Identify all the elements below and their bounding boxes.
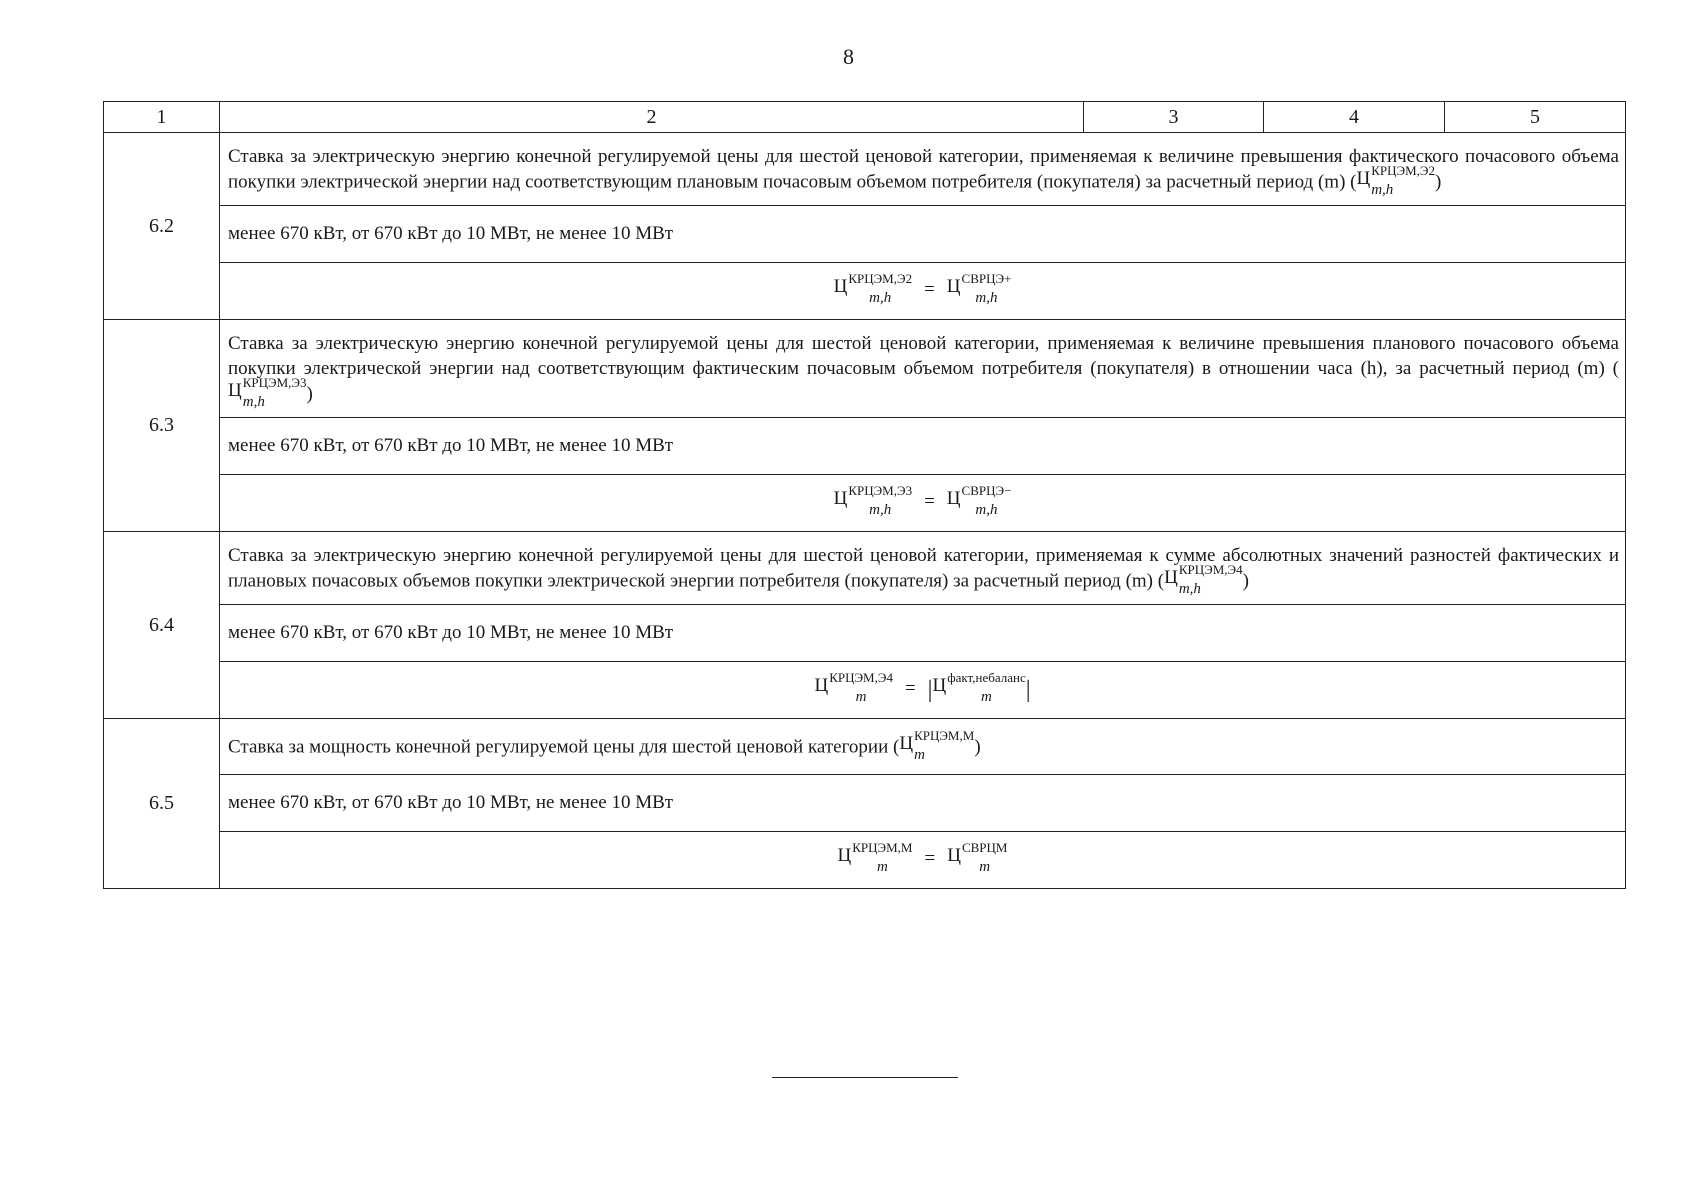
- table-row: [104, 206, 1626, 263]
- footer-divider: [772, 1077, 958, 1078]
- table-row: [104, 605, 1626, 662]
- row-number: 6.4: [104, 532, 220, 719]
- formula: Ц КРЦЭМ,М m = Ц СВРЦМ m: [220, 832, 1626, 889]
- table-row: [104, 832, 1626, 889]
- power-range: менее 670 кВт, от 670 кВт до 10 МВт, не менее 10 МВт: [220, 605, 1626, 662]
- table-row: [104, 719, 1626, 775]
- formula: Ц КРЦЭМ,Э3 m,h = Ц СВРЦЭ− m,h: [220, 475, 1626, 532]
- column-header: 4: [1264, 102, 1445, 133]
- column-header: 2: [220, 102, 1084, 133]
- table-header-row: [104, 102, 1626, 133]
- formula-symbol: Ц КРЦЭМ,Э4 m,h: [1164, 562, 1243, 597]
- table-row: [104, 320, 1626, 418]
- description-text: Ставка за электрическую энергию конечной регулируемой цены для шестой ценовой категории, применяемая к величине превышения планового почасового объема покупки электрической энергии над соответствующим фактическим почасовым объемом потребителя (покупателя) в отношении часа (h), за расчетный период (m) (: [228, 333, 1619, 379]
- description-text: Ставка за мощность конечной регулируемой цены для шестой ценовой категории (: [228, 736, 900, 758]
- description-text: Ставка за электрическую энергию конечной регулируемой цены для шестой ценовой категории, применяемая к сумме абсолютных значений разностей фактических и плановых почасовых объемов покупки электрической энергии потребителя (покупателя) за расчетный период (m) (: [228, 545, 1619, 592]
- formula-symbol: Ц КРЦЭМ,Э3 m,h: [228, 375, 307, 410]
- row-description: Ставка за электрическую энергию конечной регулируемой цены для шестой ценовой категории, применяемая к величине превышения планового почасового объема покупки электрической энергии над соответствующим фактическим почасовым объемом потребителя (покупателя) в отношении часа (h), за расчетный период (m) ( Ц КРЦЭМ,Э3 m,h ): [220, 320, 1626, 418]
- table-row: [104, 263, 1626, 320]
- description-text: Ставка за электрическую энергию конечной регулируемой цены для шестой ценовой категории, применяемая к величине превышения фактического почасового объема покупки электрической энергии над соответствующим плановым почасовым объемом потребителя (покупателя) за расчетный период (m) (: [228, 146, 1619, 193]
- formula: Ц КРЦЭМ,Э2 m,h = Ц СВРЦЭ+ m,h: [220, 263, 1626, 320]
- power-range: менее 670 кВт, от 670 кВт до 10 МВт, не менее 10 МВт: [220, 775, 1626, 832]
- page-number: 8: [843, 44, 854, 69]
- table-row: [104, 532, 1626, 605]
- table-row: [104, 418, 1626, 475]
- table-row: [104, 775, 1626, 832]
- column-header: 1: [104, 102, 220, 133]
- row-description: Ставка за электрическую энергию конечной регулируемой цены для шестой ценовой категории, применяемая к сумме абсолютных значений разностей фактических и плановых почасовых объемов покупки электрической энергии потребителя (покупателя) за расчетный период (m) ( Ц КРЦЭМ,Э4 m,h ): [220, 532, 1626, 605]
- column-header: 3: [1084, 102, 1264, 133]
- formula-symbol: Ц КРЦЭМ,Э2 m,h: [1356, 163, 1435, 198]
- table-row: [104, 475, 1626, 532]
- tariff-table: [103, 101, 1626, 889]
- row-description: Ставка за мощность конечной регулируемой цены для шестой ценовой категории ( Ц КРЦЭМ,М m ): [220, 719, 1626, 775]
- formula: Ц КРЦЭМ,Э4 m = | Ц факт,небаланс m |: [220, 662, 1626, 719]
- row-number: 6.2: [104, 133, 220, 320]
- row-number: 6.3: [104, 320, 220, 532]
- column-header: 5: [1445, 102, 1626, 133]
- row-description: Ставка за электрическую энергию конечной регулируемой цены для шестой ценовой категории, применяемая к величине превышения фактического почасового объема покупки электрической энергии над соответствующим плановым почасовым объемом потребителя (покупателя) за расчетный период (m) ( Ц КРЦЭМ,Э2 m,h ): [220, 133, 1626, 206]
- power-range: менее 670 кВт, от 670 кВт до 10 МВт, не менее 10 МВт: [220, 206, 1626, 263]
- table-row: [104, 133, 1626, 206]
- formula-symbol: Ц КРЦЭМ,М m: [899, 728, 975, 763]
- power-range: менее 670 кВт, от 670 кВт до 10 МВт, не менее 10 МВт: [220, 418, 1626, 475]
- row-number: 6.5: [104, 719, 220, 889]
- table-row: [104, 662, 1626, 719]
